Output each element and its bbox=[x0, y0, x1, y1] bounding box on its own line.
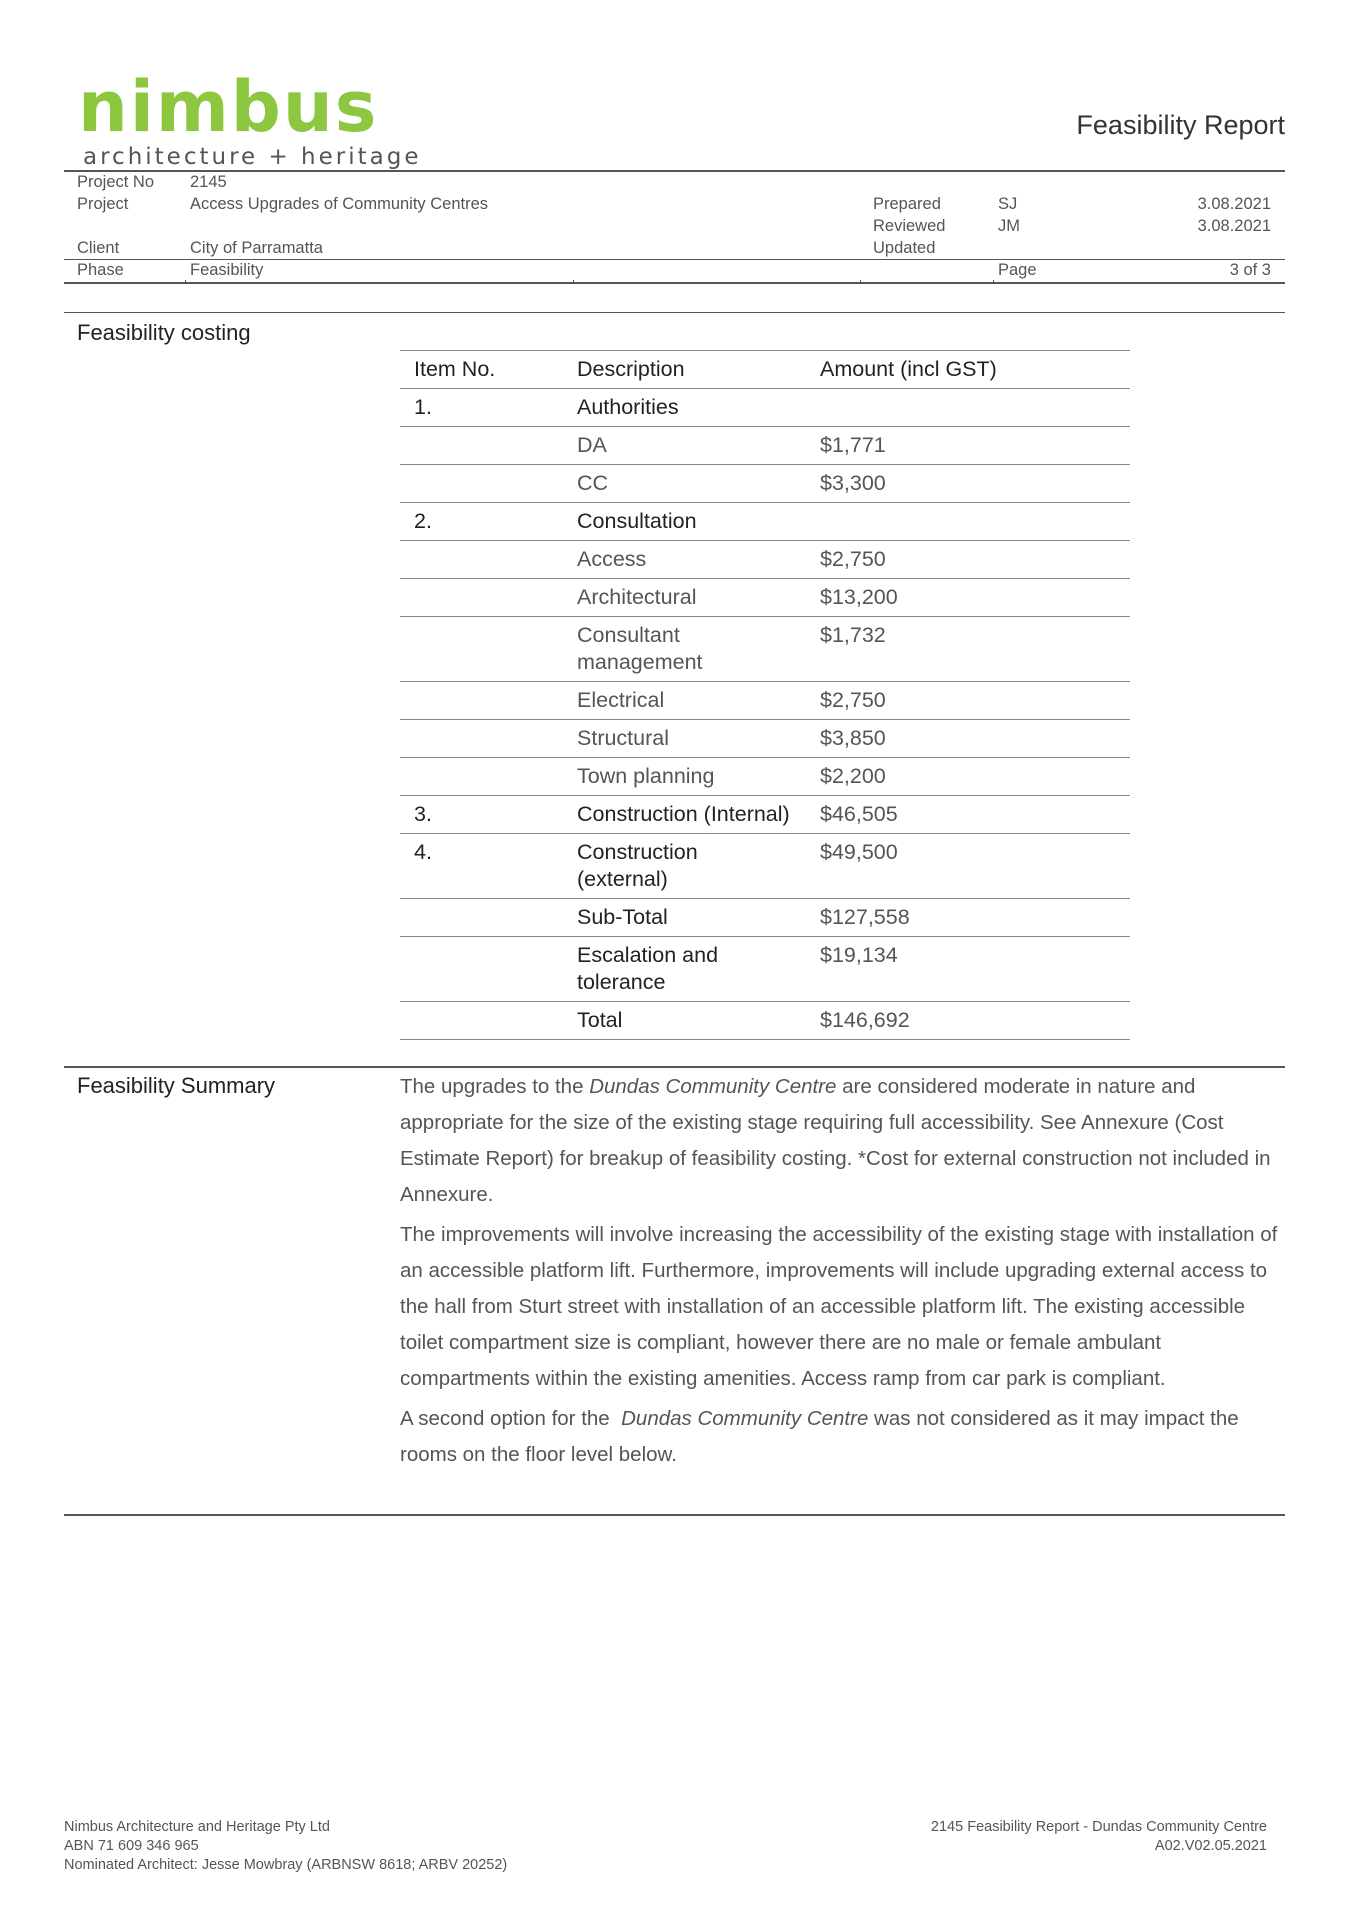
column-header-description: Description bbox=[563, 351, 806, 389]
footer-document-title: 2145 Feasibility Report - Dundas Community Centre bbox=[930, 1819, 1267, 1835]
table-row bbox=[400, 937, 1130, 1002]
description-cell: DA bbox=[563, 427, 806, 465]
header-bottom-rule bbox=[64, 282, 1285, 284]
phase-label: Phase bbox=[77, 261, 124, 279]
summary-text-run: are considered moderate in nature and appropriate for the size of the existing stage requiring full accessibility. See Annexure (Cost Estimate Report) for breakup of feasibility costing. *Cost for external construction not included in Annexure. bbox=[400, 1075, 1271, 1206]
item-number-cell bbox=[400, 617, 563, 682]
table-row bbox=[400, 541, 1130, 579]
description-cell: Construction (external) bbox=[563, 834, 806, 899]
amount-cell: $3,850 bbox=[806, 720, 1130, 758]
costing-section-title: Feasibility costing bbox=[77, 320, 251, 345]
header-divider bbox=[860, 280, 861, 284]
footer-left bbox=[64, 1818, 507, 1875]
description-cell: Escalation and tolerance bbox=[563, 937, 806, 1002]
footer-abn: ABN 71 609 346 965 bbox=[64, 1838, 199, 1854]
item-number-cell bbox=[400, 541, 563, 579]
reviewed-label: Reviewed bbox=[873, 217, 946, 235]
item-number-cell: 2. bbox=[400, 503, 563, 541]
client-value: City of Parramatta bbox=[190, 239, 323, 257]
header-divider bbox=[993, 280, 994, 284]
header-divider bbox=[185, 280, 186, 284]
table-row bbox=[400, 427, 1130, 465]
item-number-cell: 3. bbox=[400, 796, 563, 834]
project-no-label: Project No bbox=[77, 173, 155, 191]
table-row bbox=[400, 834, 1130, 899]
column-header-item: Item No. bbox=[400, 351, 563, 389]
amount-cell: $1,771 bbox=[806, 427, 1130, 465]
footer-right bbox=[931, 1818, 1267, 1856]
description-cell: Sub-Total bbox=[563, 899, 806, 937]
item-number-cell bbox=[400, 579, 563, 617]
description-cell: CC bbox=[563, 465, 806, 503]
table-row bbox=[400, 465, 1130, 503]
summary-bottom-rule bbox=[64, 1514, 1285, 1516]
table-row bbox=[400, 389, 1130, 427]
prepared-date: 3.08.2021 bbox=[1197, 195, 1271, 213]
item-number-cell: 4. bbox=[400, 834, 563, 899]
item-number-cell bbox=[400, 682, 563, 720]
report-title: Feasibility Report bbox=[1076, 110, 1285, 140]
description-cell: Structural bbox=[563, 720, 806, 758]
summary-top-rule bbox=[64, 1066, 1285, 1068]
summary-paragraph: The improvements will involve increasing the accessibility of the existing stage with installation of an accessible platform lift. Furthermore, improvements will include upgrading external access to the hall from Sturt street with installation of an accessible platform lift. The existing accessible toilet compartment size is compliant, however there are no male or female ambulant compartments within the existing amenities. Access ramp from car park is compliant. bbox=[400, 1223, 1278, 1390]
summary-text-run: The upgrades to the bbox=[400, 1075, 590, 1098]
summary-section-title: Feasibility Summary bbox=[77, 1073, 276, 1098]
table-row bbox=[400, 579, 1130, 617]
summary-text-run: was not considered as it may impact the rooms on the floor level below. bbox=[400, 1407, 1239, 1466]
amount-cell: $49,500 bbox=[806, 834, 1130, 899]
footer-company: Nimbus Architecture and Heritage Pty Ltd bbox=[64, 1819, 330, 1835]
item-number-cell bbox=[400, 427, 563, 465]
phase-value: Feasibility bbox=[190, 261, 264, 279]
page-label: Page bbox=[998, 261, 1037, 279]
prepared-label: Prepared bbox=[873, 195, 941, 213]
section-rule bbox=[64, 312, 1285, 313]
table-row bbox=[400, 503, 1130, 541]
item-number-cell bbox=[400, 758, 563, 796]
reviewed-date: 3.08.2021 bbox=[1197, 217, 1271, 235]
description-cell: Town planning bbox=[563, 758, 806, 796]
table-row bbox=[400, 617, 1130, 682]
table-row bbox=[400, 899, 1130, 937]
footer-revision: A02.V02.05.2021 bbox=[1154, 1838, 1267, 1854]
footer-architect: Nominated Architect: Jesse Mowbray (ARBNSW 8618; ARBV 20252) bbox=[64, 1857, 508, 1873]
amount-cell: $127,558 bbox=[806, 899, 1130, 937]
prepared-by: SJ bbox=[998, 195, 1018, 213]
summary-emphasis: Dundas Community Centre bbox=[621, 1407, 869, 1430]
amount-cell: $46,505 bbox=[806, 796, 1130, 834]
description-cell: Total bbox=[563, 1002, 806, 1040]
item-number-cell bbox=[400, 899, 563, 937]
company-logo bbox=[78, 66, 422, 170]
summary-text-run: A second option for the bbox=[400, 1407, 622, 1430]
project-no-value: 2145 bbox=[190, 173, 227, 191]
costing-table bbox=[400, 350, 1130, 1040]
item-number-cell bbox=[400, 1002, 563, 1040]
project-value: Access Upgrades of Community Centres bbox=[190, 195, 489, 213]
table-row bbox=[400, 758, 1130, 796]
description-cell: Construction (Internal) bbox=[563, 796, 806, 834]
logo-tagline: architecture + heritage bbox=[83, 144, 422, 170]
amount-cell: $2,200 bbox=[806, 758, 1130, 796]
description-cell: Consultant management bbox=[563, 617, 806, 682]
summary-paragraph bbox=[400, 1069, 1280, 1213]
amount-cell: $2,750 bbox=[806, 682, 1130, 720]
column-header-amount: Amount (incl GST) bbox=[806, 351, 1130, 389]
description-cell: Authorities bbox=[563, 389, 806, 427]
item-number-cell: 1. bbox=[400, 389, 563, 427]
item-number-cell bbox=[400, 465, 563, 503]
amount-cell: $1,732 bbox=[806, 617, 1130, 682]
amount-cell bbox=[806, 389, 1130, 427]
summary-emphasis: Dundas Community Centre bbox=[589, 1075, 837, 1098]
header-top-rule bbox=[64, 170, 1285, 172]
project-label: Project bbox=[77, 195, 129, 213]
updated-label: Updated bbox=[873, 239, 936, 257]
description-cell: Consultation bbox=[563, 503, 806, 541]
summary-text bbox=[400, 1069, 1280, 1477]
item-number-cell bbox=[400, 720, 563, 758]
table-row bbox=[400, 682, 1130, 720]
page-value: 3 of 3 bbox=[1229, 261, 1271, 279]
amount-cell: $146,692 bbox=[806, 1002, 1130, 1040]
summary-paragraph bbox=[400, 1401, 1280, 1473]
item-number-cell bbox=[400, 937, 563, 1002]
description-cell: Architectural bbox=[563, 579, 806, 617]
description-cell: Access bbox=[563, 541, 806, 579]
amount-cell bbox=[806, 503, 1130, 541]
amount-cell: $3,300 bbox=[806, 465, 1130, 503]
amount-cell: $2,750 bbox=[806, 541, 1130, 579]
table-row bbox=[400, 1002, 1130, 1040]
table-header-row bbox=[400, 351, 1130, 389]
logo-wordmark: nimbus bbox=[78, 66, 379, 148]
description-cell: Electrical bbox=[563, 682, 806, 720]
header-mid-rule bbox=[64, 259, 1285, 260]
amount-cell: $19,134 bbox=[806, 937, 1130, 1002]
header-divider bbox=[573, 280, 574, 284]
client-label: Client bbox=[77, 239, 120, 257]
table-row bbox=[400, 796, 1130, 834]
reviewed-by: JM bbox=[998, 217, 1020, 235]
amount-cell: $13,200 bbox=[806, 579, 1130, 617]
table-row bbox=[400, 720, 1130, 758]
